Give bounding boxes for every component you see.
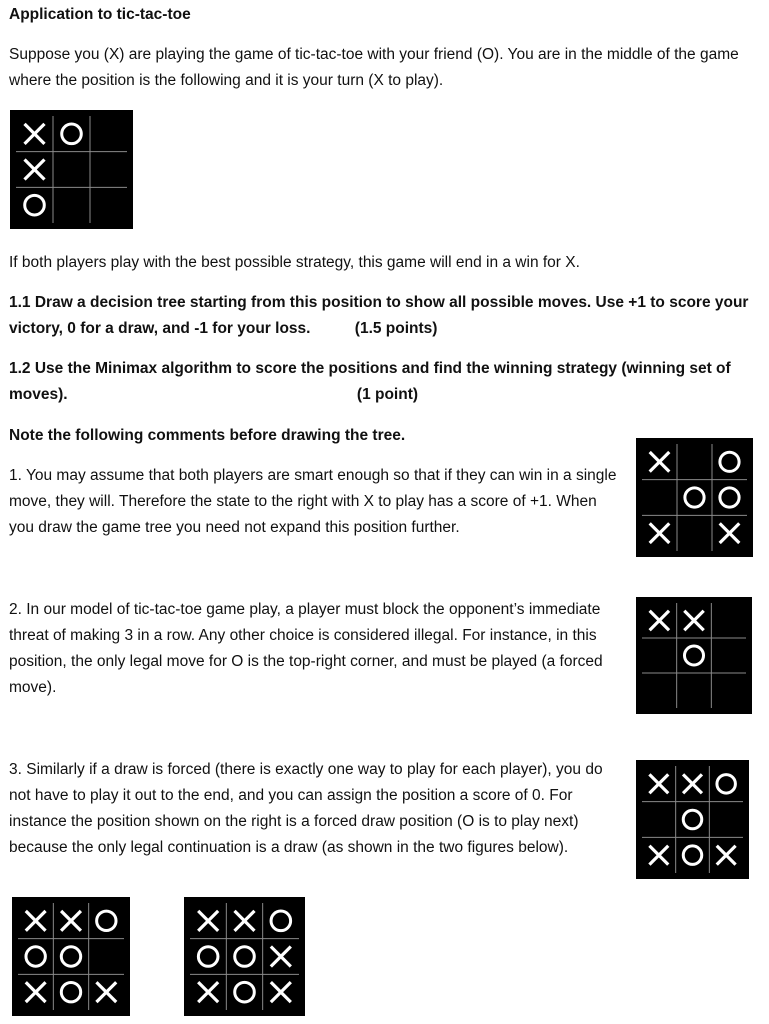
- x-mark: [650, 523, 670, 543]
- x-mark: [26, 911, 46, 931]
- x-mark: [25, 160, 45, 180]
- x-mark: [271, 982, 291, 1002]
- question-1-2-text: 1.2 Use the Minimax algorithm to score the positions and find the winning strategy (winning set of moves).: [9, 360, 731, 403]
- board-svg: [636, 760, 749, 879]
- x-mark: [649, 846, 668, 865]
- question-1-1: [9, 290, 749, 342]
- o-mark: [198, 947, 218, 967]
- board-draw-a: [12, 897, 130, 1016]
- o-mark: [720, 488, 739, 507]
- x-mark: [198, 911, 218, 931]
- board-svg: [636, 438, 753, 557]
- x-mark: [650, 452, 670, 472]
- comment-1: 1. You may assume that both players are smart enough so that if they can win in a single move, they will. Therefore the state to the right with X to play has a score of +1. When you draw the game tree you need not expand this position further.: [9, 467, 617, 536]
- o-mark: [62, 124, 82, 144]
- o-mark: [26, 947, 45, 966]
- section-heading: Application to tic-tac-toe: [9, 6, 191, 23]
- x-mark: [717, 846, 736, 865]
- o-mark: [61, 947, 80, 966]
- x-mark: [96, 982, 116, 1002]
- board-svg: [10, 110, 133, 229]
- x-mark: [25, 124, 45, 144]
- x-mark: [235, 911, 255, 931]
- o-mark: [97, 911, 116, 930]
- o-mark: [720, 452, 739, 471]
- x-mark: [720, 523, 740, 543]
- o-mark: [685, 488, 704, 507]
- outcome-paragraph: If both players play with the best possible strategy, this game will end in a win for X.: [9, 254, 580, 271]
- intro-paragraph: Suppose you (X) are playing the game of tic-tac-toe with your friend (O). You are in the middle of the game where the position is the following and it is your turn (X to play).: [9, 46, 739, 89]
- note-heading: Note the following comments before drawing the tree.: [9, 427, 406, 444]
- o-mark: [271, 911, 291, 931]
- o-mark: [683, 846, 701, 864]
- question-1-1-points: (1.5 points): [354, 320, 438, 337]
- o-mark: [235, 947, 255, 967]
- x-mark: [271, 947, 291, 967]
- board-svg: [12, 897, 130, 1016]
- comment-2: 2. In our model of tic-tac-toe game play, a player must block the opponent’s immediate threat of making 3 in a row. Any other choice is considered illegal. For instance, in this position, the only legal move for O is the top-right corner, and must be played (a forced move).: [9, 601, 603, 696]
- o-mark: [61, 982, 80, 1001]
- board-comment-3: [636, 760, 749, 879]
- x-mark: [650, 611, 669, 630]
- board-svg: [636, 597, 752, 714]
- x-mark: [198, 982, 218, 1002]
- x-mark: [684, 611, 703, 630]
- o-mark: [717, 775, 735, 793]
- o-mark: [684, 646, 703, 665]
- board-current: [10, 110, 133, 229]
- comment-3: 3. Similarly if a draw is forced (there is exactly one way to play for each player), you do not have to play it out to the end, and you can assign the position a score of 0. For instance the position shown on the right is a forced draw position (O is to play next) because the only legal continuation is a draw (as shown in the two figures below).: [9, 761, 603, 856]
- x-mark: [649, 774, 668, 793]
- board-svg: [184, 897, 305, 1016]
- question-1-2-points: (1 point): [356, 386, 419, 403]
- board-draw-b: [184, 897, 305, 1016]
- o-mark: [683, 810, 701, 828]
- question-1-2: [9, 356, 749, 408]
- o-mark: [235, 982, 255, 1002]
- x-mark: [26, 982, 46, 1002]
- x-mark: [61, 911, 81, 931]
- question-1-1-text: 1.1 Draw a decision tree starting from this position to show all possible moves. Use +1 to score your victory, 0 for a draw, and -1 for your loss.: [9, 294, 749, 337]
- o-mark: [25, 195, 45, 215]
- board-comment-2: [636, 597, 752, 714]
- x-mark: [683, 774, 702, 793]
- board-comment-1: [636, 438, 753, 557]
